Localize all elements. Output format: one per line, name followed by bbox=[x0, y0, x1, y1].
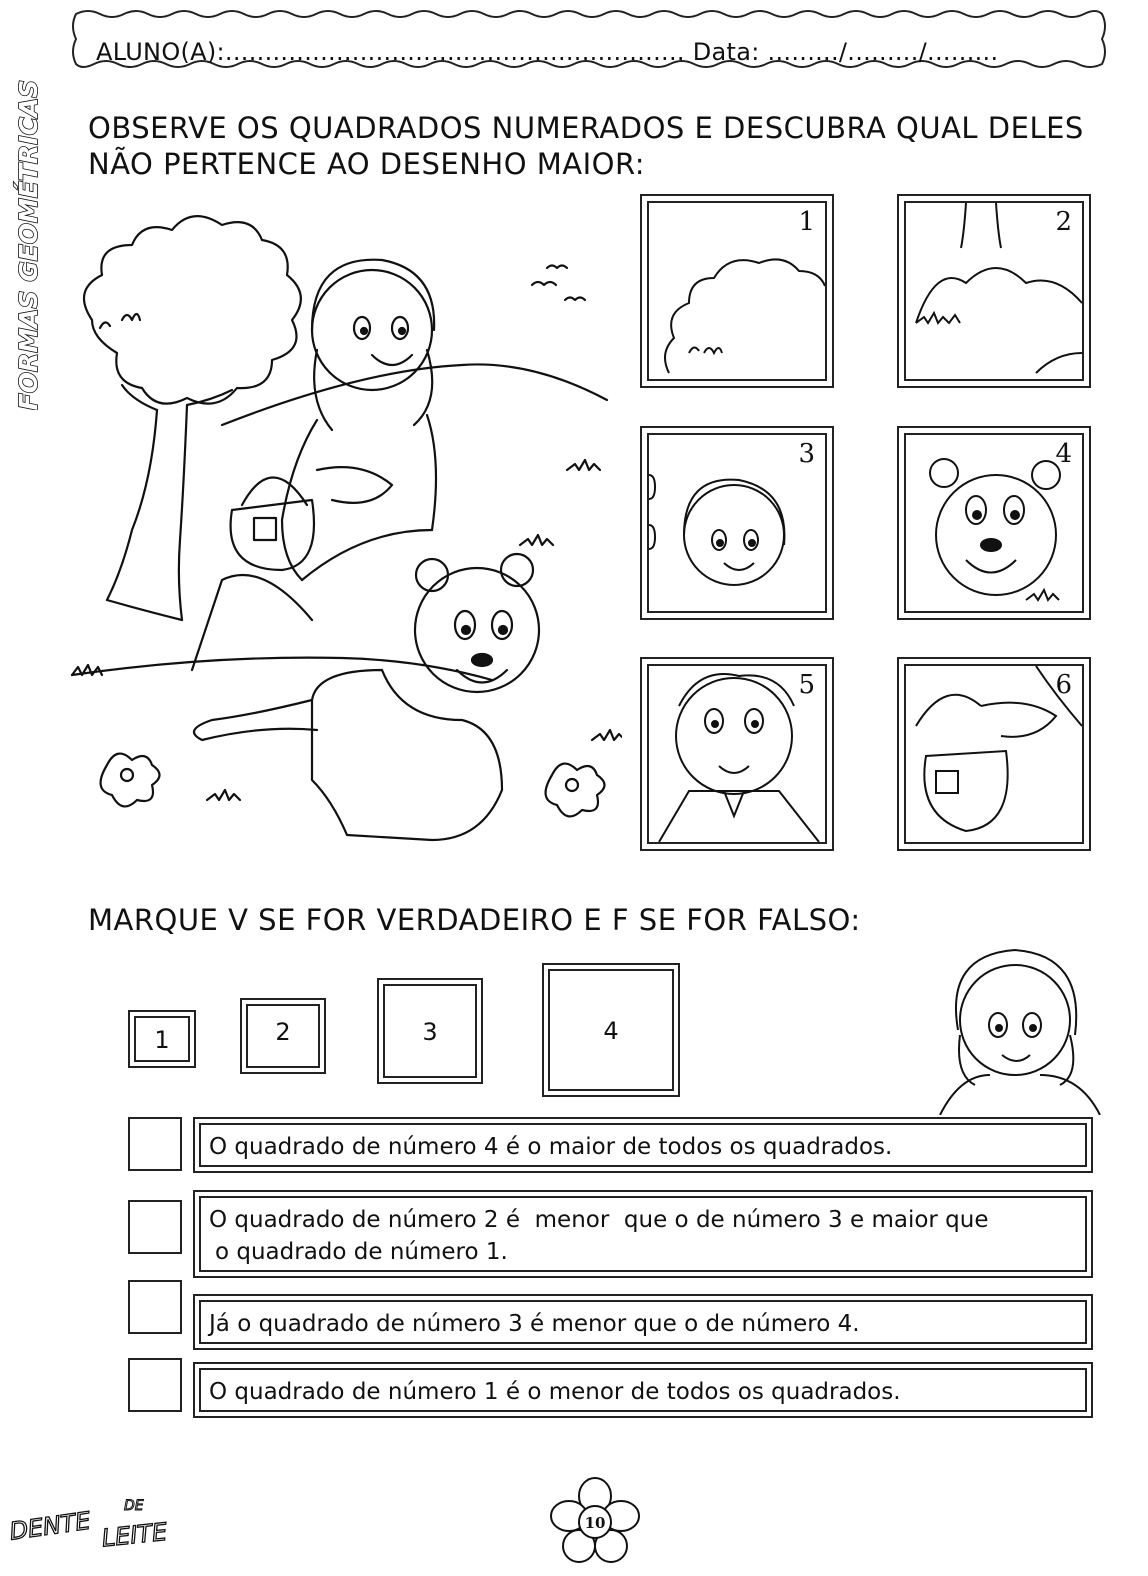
statement-4 bbox=[193, 1362, 1093, 1418]
tile-6-number: 6 bbox=[1055, 670, 1072, 700]
logo-word-2: DE bbox=[124, 1498, 144, 1514]
statement-2 bbox=[193, 1190, 1093, 1278]
instruction-line-2: NÃO PERTENCE AO DESENHO MAIOR: bbox=[88, 147, 646, 181]
size-square-3-label: 3 bbox=[383, 984, 477, 1078]
statement-3 bbox=[193, 1294, 1093, 1350]
statement-2-line-2: o quadrado de número 1. bbox=[215, 1239, 508, 1265]
picture-tile-2-frame bbox=[904, 201, 1084, 381]
size-square-2 bbox=[240, 998, 326, 1074]
tile-5-number: 5 bbox=[798, 670, 815, 700]
tile-4-number: 4 bbox=[1055, 439, 1072, 469]
instruction-line-1: OBSERVE OS QUADRADOS NUMERADOS E DESCUBRA QUAL DELES bbox=[88, 111, 1084, 145]
picture-tile-6-frame bbox=[904, 664, 1084, 844]
size-square-4-label: 4 bbox=[548, 969, 674, 1091]
statement-2-text bbox=[199, 1196, 1087, 1272]
answer-box-4[interactable] bbox=[128, 1358, 182, 1412]
student-name-date-line[interactable]: ALUNO(A):.......................................................... Data: ........./........./......... bbox=[96, 38, 999, 66]
tile-2-number: 2 bbox=[1055, 207, 1072, 237]
statement-1-text: O quadrado de número 4 é o maior de todos os quadrados. bbox=[199, 1123, 1087, 1167]
statement-3-text: Já o quadrado de número 3 é menor que o de número 4. bbox=[199, 1300, 1087, 1344]
instruction-observe bbox=[88, 110, 1084, 182]
picture-tile-1-frame bbox=[647, 201, 827, 381]
main-scene-illustration bbox=[62, 200, 622, 880]
girl-portrait-illustration bbox=[930, 935, 1110, 1115]
tile-3-number: 3 bbox=[798, 439, 815, 469]
logo-word-3: LEITE bbox=[100, 1517, 169, 1553]
picture-tile-4[interactable] bbox=[897, 426, 1091, 620]
statement-1 bbox=[193, 1117, 1093, 1173]
tile-1-number: 1 bbox=[798, 207, 815, 237]
picture-tile-4-frame bbox=[904, 433, 1084, 613]
picture-tile-3-frame bbox=[647, 433, 827, 613]
statement-4-text: O quadrado de número 1 é o menor de todos os quadrados. bbox=[199, 1368, 1087, 1412]
side-banner-label: FORMAS GEOMÉTRICAS bbox=[14, 80, 43, 410]
statement-2-line-1: O quadrado de número 2 é menor que o de número 3 e maior que bbox=[209, 1207, 989, 1233]
size-square-1-label: 1 bbox=[134, 1016, 190, 1062]
page-number-flower bbox=[545, 1472, 645, 1572]
size-square-1 bbox=[128, 1010, 196, 1068]
logo-word-1: DENTE bbox=[7, 1506, 93, 1546]
answer-box-2[interactable] bbox=[128, 1200, 182, 1254]
picture-tile-2[interactable] bbox=[897, 194, 1091, 388]
picture-tile-1[interactable] bbox=[640, 194, 834, 388]
dente-de-leite-logo bbox=[6, 1480, 186, 1560]
page-number: 10 bbox=[584, 1514, 606, 1532]
picture-tile-5[interactable] bbox=[640, 657, 834, 851]
size-square-3 bbox=[377, 978, 483, 1084]
answer-box-1[interactable] bbox=[128, 1117, 182, 1171]
side-banner bbox=[8, 80, 50, 410]
instruction-true-false: MARQUE V SE FOR VERDADEIRO E F SE FOR FALSO: bbox=[88, 903, 861, 937]
answer-box-3[interactable] bbox=[128, 1280, 182, 1334]
size-square-2-label: 2 bbox=[246, 1004, 320, 1068]
size-square-4 bbox=[542, 963, 680, 1097]
picture-tile-3[interactable] bbox=[640, 426, 834, 620]
picture-tile-6[interactable] bbox=[897, 657, 1091, 851]
picture-tile-5-frame bbox=[647, 664, 827, 844]
